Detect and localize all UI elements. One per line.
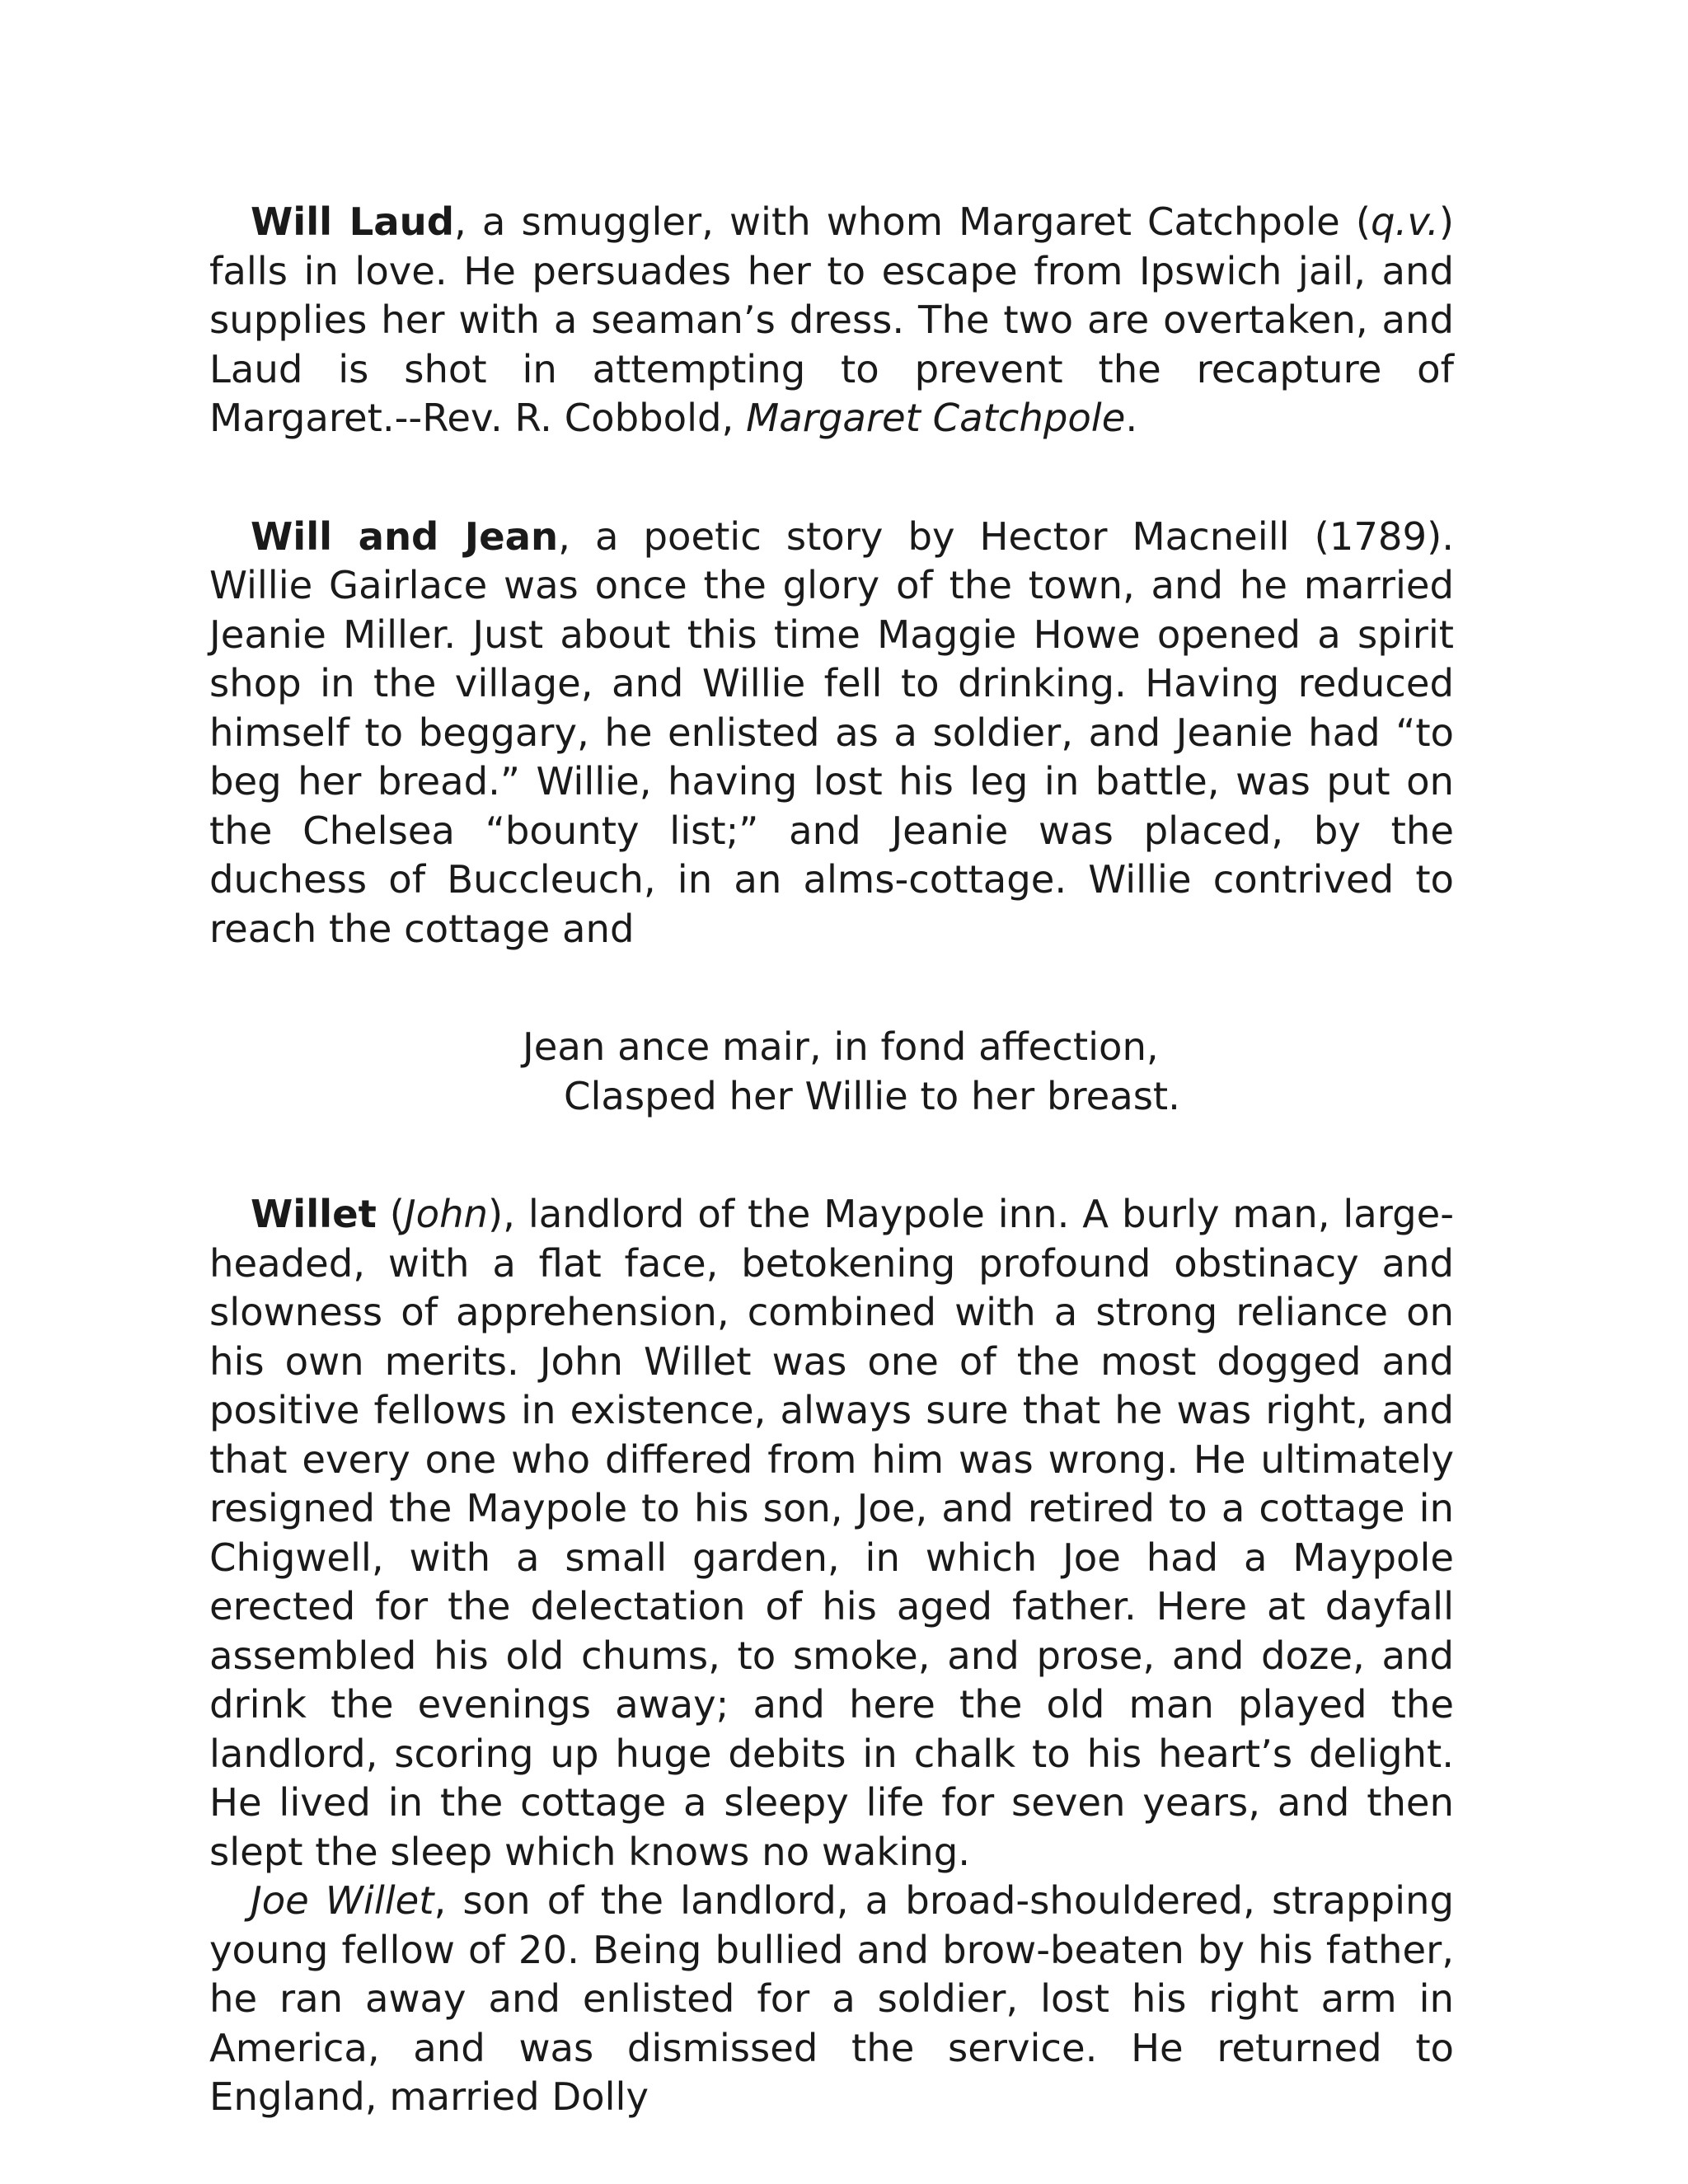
subentry-name: Joe Willet [251, 1878, 434, 1923]
entry-text: ), landlord of the Maypole inn. A burly man, large-headed, with a flat face, betokening profound obstinacy and slowness of apprehension, combined with a strong reliance on his own merits. John Willet was one of the most dogged and positive fellows in existence, always sure that he was right, and that every one who differed from him was wrong. He ultimately resigned the Maypole to his son, Joe, and retired to a cottage in Chigwell, with a small garden, in which Joe had a Maypole erected for the delectation of his aged father. Here at dayfall assembled his old chums, to smoke, and prose, and doze, and drink the evenings away; and here the old man played the landlord, scoring up huge debits in chalk to his heart’s delight. He lived in the cottage a sleepy life for seven years, and then slept the sleep which knows no waking. [209, 1192, 1454, 1874]
headword-willet: Willet [251, 1192, 377, 1236]
entry-will-laud [209, 198, 1454, 443]
entry-text: , a smuggler, with whom Margaret Catchpole ( [454, 199, 1372, 244]
entry-willet [209, 1190, 1454, 1877]
work-title: Margaret Catchpole [746, 396, 1126, 440]
entry-text: , son of the landlord, a broad-shouldered, strapping young fellow of 20. Being bullied and brow-beaten by his father, he ran away and enlisted for a soldier, lost his right arm in America, and was dismissed the service. He returned to England, married Dolly [209, 1878, 1454, 2119]
headword-will-laud: Will Laud [251, 199, 455, 244]
entry-text: ) falls in love. He persuades her to escape from Ipswich jail, and supplies her with a seaman’s dress. The two are overtaken, and Laud is shot in attempting to prevent the recapture of Margaret.--Rev. R. Cobbold, [209, 199, 1454, 440]
verse-line-1: Jean ance mair, in fond affection, [523, 1024, 1159, 1069]
entry-text: , a poetic story by Hector Macneill (1789). Willie Gairlace was once the glory of the town, and he married Jeanie Miller. Just about this time Maggie Howe opened a spirit shop in the village, and Willie fell to drinking. Having reduced himself to beggary, he enlisted as a soldier, and Jeanie had “to beg her bread.” Willie, having lost his leg in battle, was put on the Chelsea “bounty list;” and Jeanie was placed, by the duchess of Buccleuch, in an alms-cottage. Willie contrived to reach the cottage and [209, 513, 1454, 951]
subentry-joe-willet [209, 1877, 1454, 2122]
given-name: John [404, 1192, 489, 1236]
headword-will-and-jean: Will and Jean [251, 513, 559, 559]
entry-will-and-jean [209, 513, 1454, 954]
cross-reference: q.v. [1371, 199, 1439, 244]
entry-text: . [1125, 396, 1138, 440]
entry-text: ( [376, 1192, 405, 1236]
page-body [209, 198, 1454, 2122]
verse-quote [209, 1023, 1454, 1121]
verse-line-2: Clasped her Willie to her breast. [564, 1073, 1180, 1118]
